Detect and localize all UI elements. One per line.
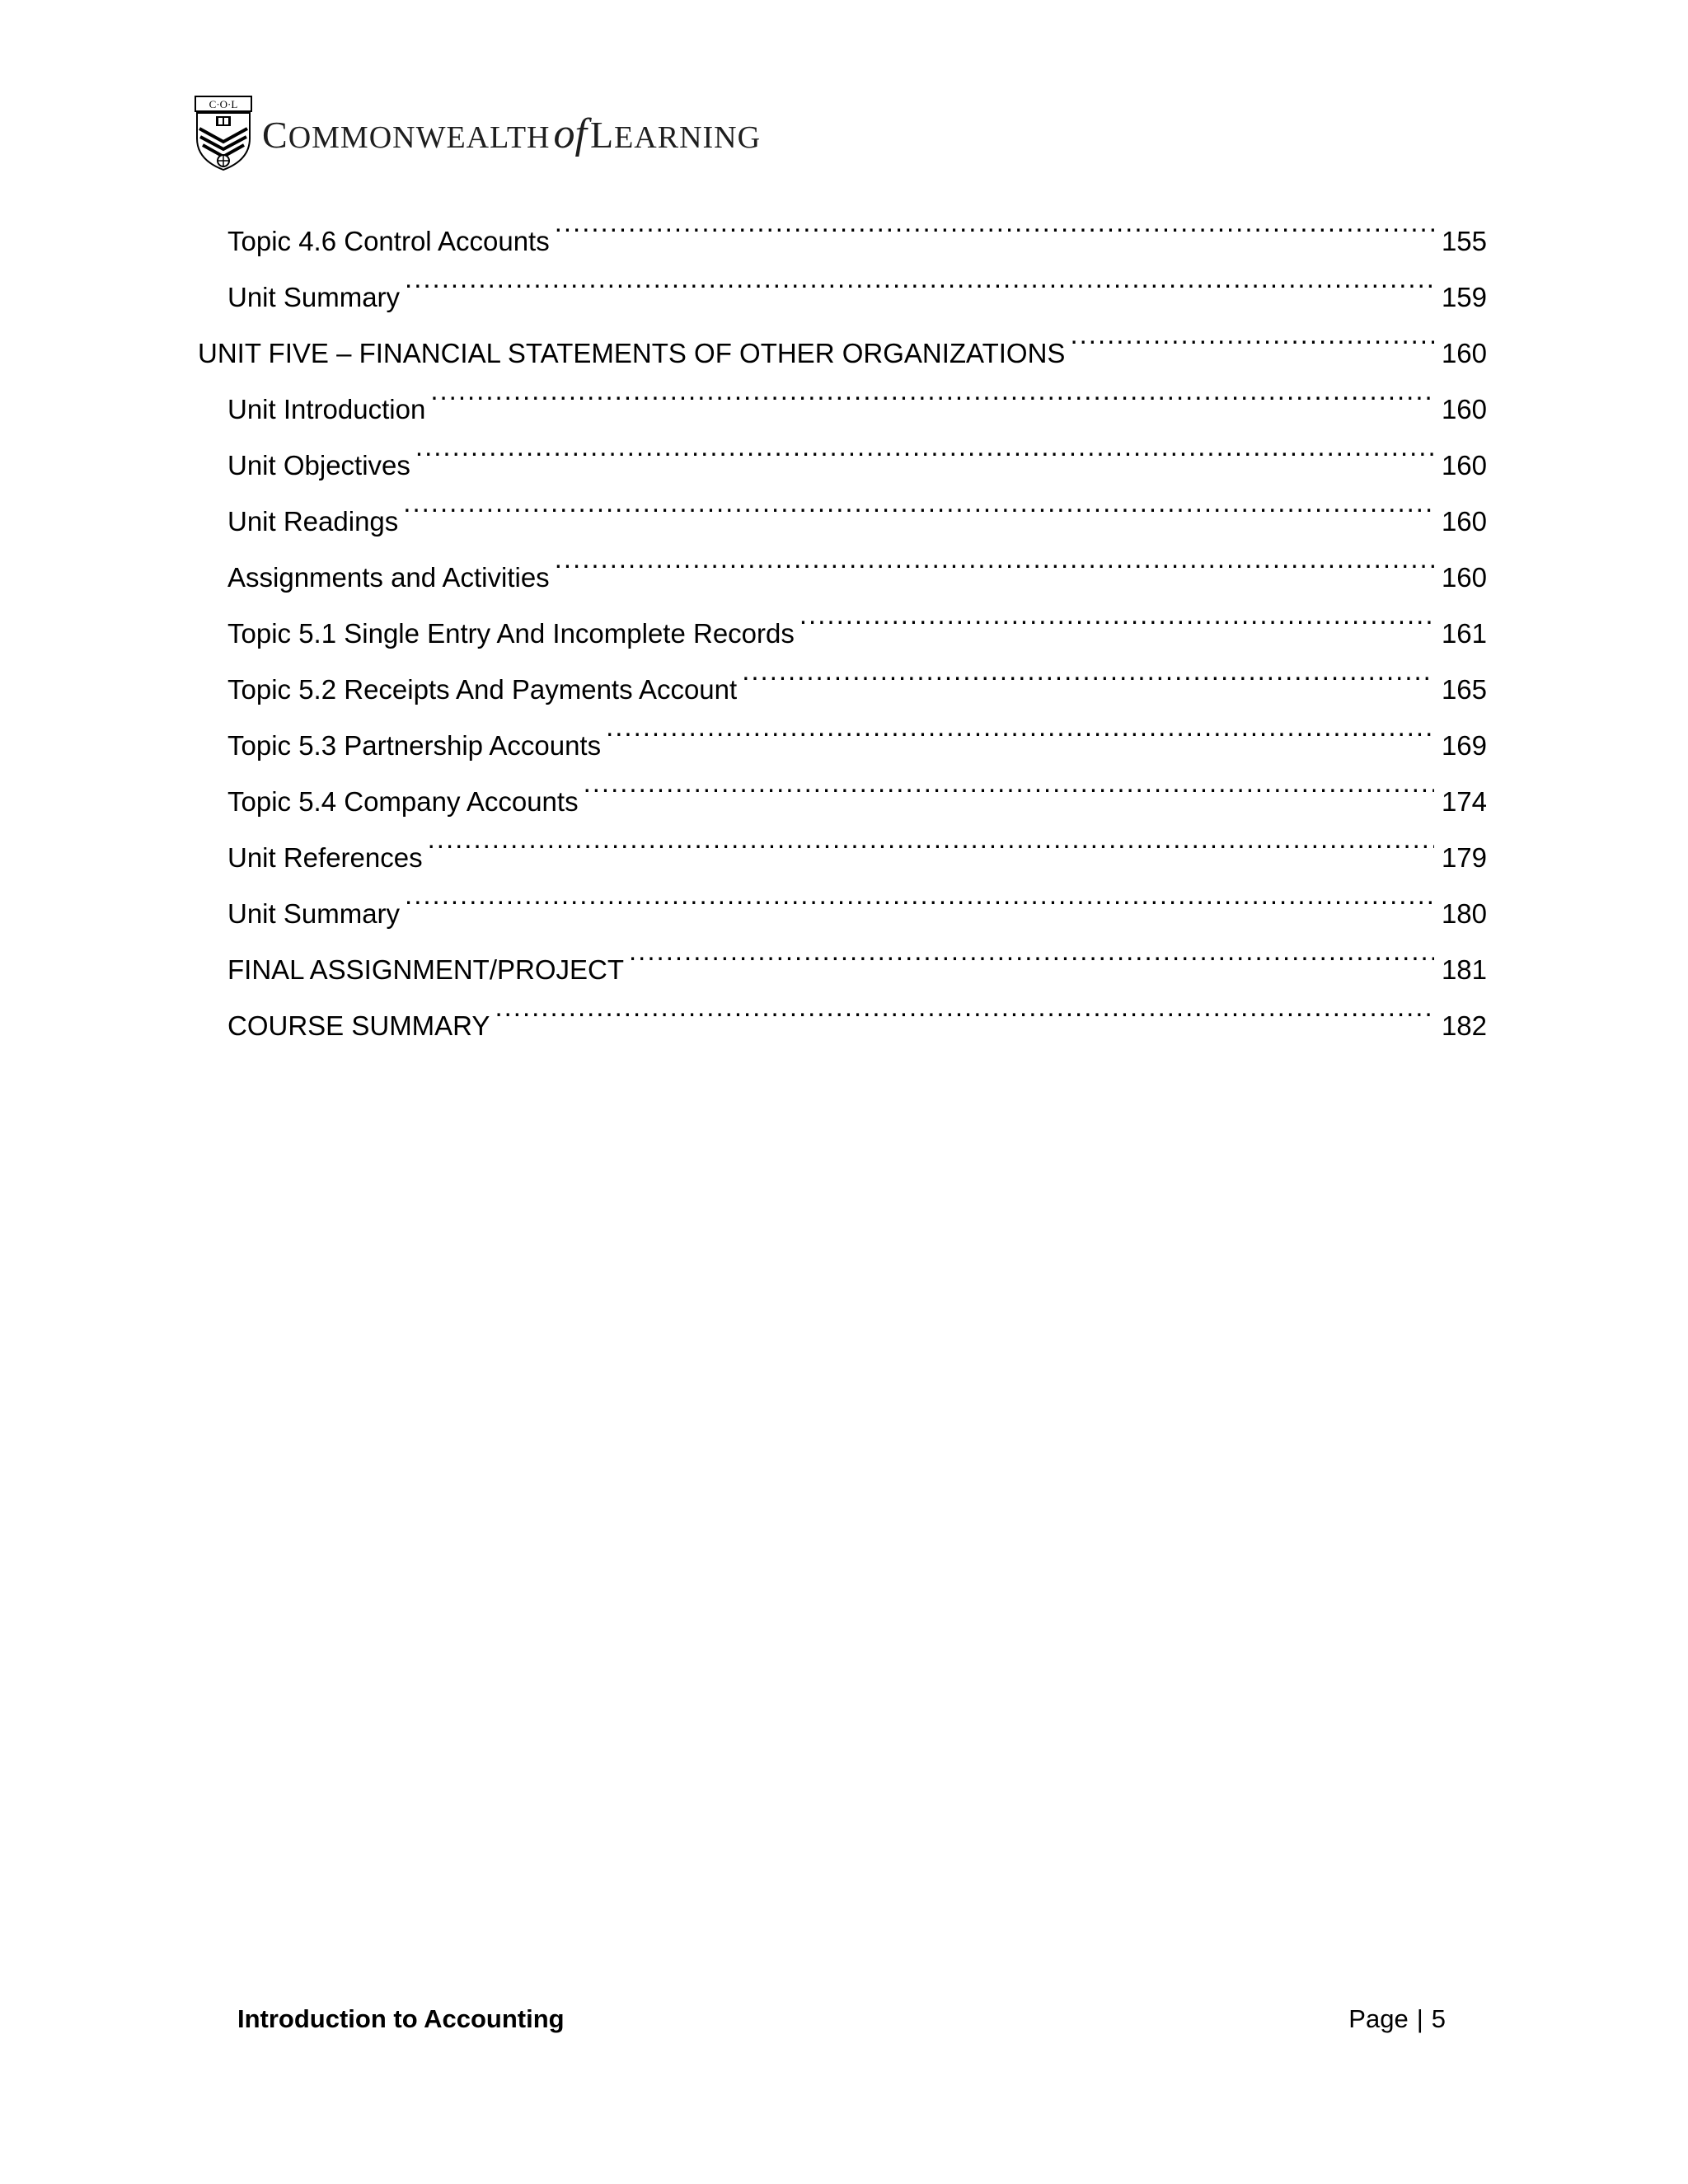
toc-dot-leader xyxy=(430,363,1434,419)
footer-page-label: Page xyxy=(1348,2004,1409,2033)
toc-entry-title: Topic 4.6 Control Accounts xyxy=(227,226,550,256)
toc-entry-title: Unit Readings xyxy=(227,506,399,537)
toc-entry-page: 160 xyxy=(1441,506,1487,537)
logo-text-l: L xyxy=(589,113,615,156)
toc-entry-page: 160 xyxy=(1441,394,1487,424)
toc-entry-page: 165 xyxy=(1441,674,1487,705)
toc-entry-title: Topic 5.3 Partnership Accounts xyxy=(227,730,602,761)
toc-dot-leader xyxy=(405,867,1434,923)
toc-dot-leader xyxy=(629,923,1434,979)
toc-dot-leader xyxy=(742,643,1434,699)
toc-entry-title: Topic 5.1 Single Entry And Incomplete Records xyxy=(227,618,795,649)
toc-dot-leader xyxy=(495,979,1434,1035)
toc-entry-title: UNIT FIVE – FINANCIAL STATEMENTS OF OTHER ORGANIZATIONS xyxy=(198,338,1066,368)
toc-entry-title: Unit Summary xyxy=(227,898,401,929)
logo-text-c: C xyxy=(262,113,288,156)
toc-entry-title: Topic 5.2 Receipts And Payments Account xyxy=(227,674,738,705)
toc-entry-title: Unit Summary xyxy=(227,282,401,312)
toc-dot-leader xyxy=(428,811,1434,867)
toc-entry-title: COURSE SUMMARY xyxy=(227,1010,490,1041)
table-of-contents xyxy=(198,194,1487,1041)
toc-dot-leader xyxy=(584,755,1434,811)
toc-entry-page: 161 xyxy=(1441,618,1487,649)
toc-dot-leader xyxy=(606,699,1434,755)
logo-wordmark xyxy=(262,110,761,158)
footer-page-value: 5 xyxy=(1431,2004,1446,2033)
svg-text:C·O·L: C·O·L xyxy=(209,98,238,110)
toc-entry-page: 159 xyxy=(1441,282,1487,312)
logo-text-of: of xyxy=(553,110,587,157)
toc-dot-leader xyxy=(555,194,1434,251)
toc-entry-page: 160 xyxy=(1441,338,1487,368)
toc-entry-page: 160 xyxy=(1441,450,1487,480)
toc-entry-title: Unit Objectives xyxy=(227,450,410,480)
toc-entry-page: 174 xyxy=(1441,786,1487,817)
logo-text-ommonwealth: OMMONWEALTH xyxy=(288,120,551,155)
logo-text-earning: EARNING xyxy=(614,120,762,155)
toc-entry-page: 155 xyxy=(1441,226,1487,256)
footer-separator: | xyxy=(1416,2004,1423,2033)
toc-entry-title: Unit Introduction xyxy=(227,394,426,424)
toc-entry-page: 181 xyxy=(1441,954,1487,985)
toc-dot-leader xyxy=(403,475,1434,531)
toc-entry-page: 160 xyxy=(1441,562,1487,593)
footer-course-title: Introduction to Accounting xyxy=(237,2004,565,2033)
col-crest-icon xyxy=(195,96,252,171)
toc-entry-page: 169 xyxy=(1441,730,1487,761)
toc-entry-page: 182 xyxy=(1441,1010,1487,1041)
toc-entry-title: Unit References xyxy=(227,842,423,873)
toc-dot-leader xyxy=(1070,307,1434,363)
footer-page-number xyxy=(1348,2004,1446,2034)
toc-dot-leader xyxy=(405,251,1434,307)
toc-dot-leader xyxy=(799,587,1434,643)
toc-dot-leader xyxy=(555,531,1434,587)
toc-dot-leader xyxy=(415,419,1434,475)
toc-entry-title: Assignments and Activities xyxy=(227,562,550,593)
commonwealth-of-learning-logo xyxy=(195,96,761,171)
toc-entry-title: FINAL ASSIGNMENT/PROJECT xyxy=(227,954,625,985)
toc-entry-page: 180 xyxy=(1441,898,1487,929)
toc-entry-page: 179 xyxy=(1441,842,1487,873)
toc-entry[interactable] xyxy=(198,194,1487,256)
toc-entry-title: Topic 5.4 Company Accounts xyxy=(227,786,579,817)
